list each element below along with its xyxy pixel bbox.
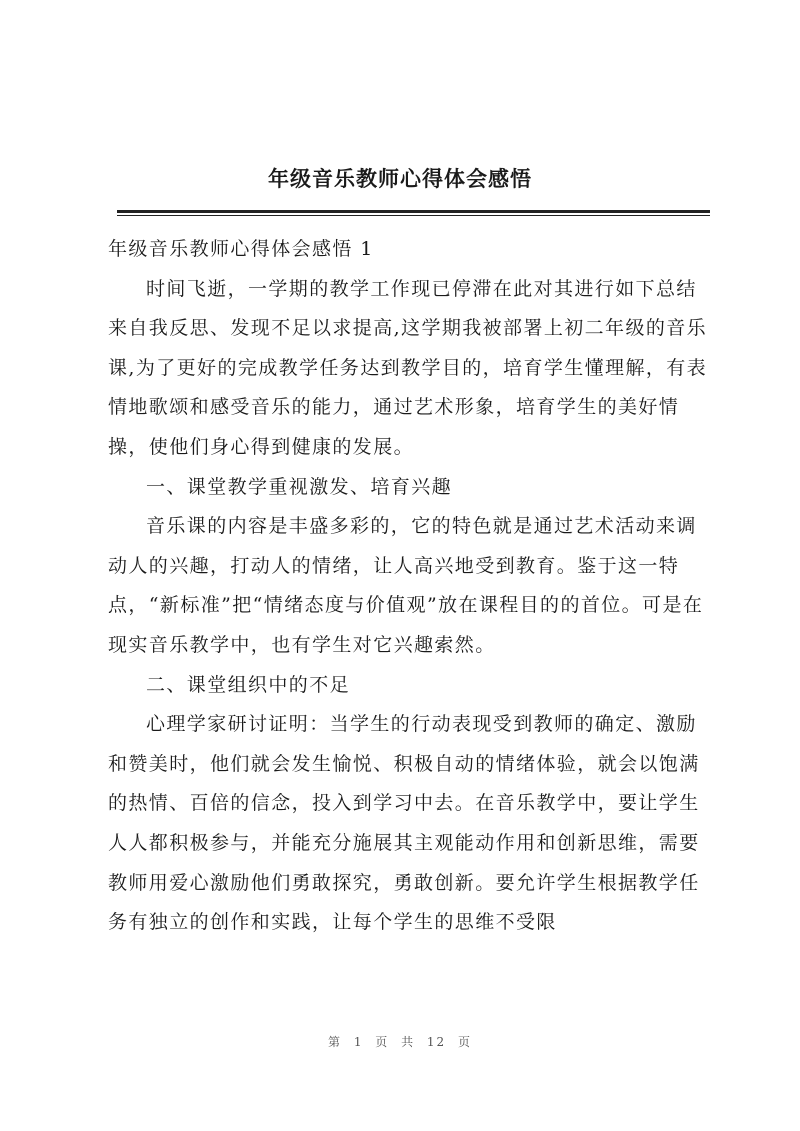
page-number-footer: 第 1 页 共 12 页 — [328, 1035, 472, 1049]
document-body — [108, 230, 710, 943]
subheading-organization: 二、课堂组织中的不足 — [146, 673, 351, 696]
subheading-interest: 一、课堂教学重视激发、培育兴趣 — [146, 475, 453, 498]
paragraph-interest: 音乐课的内容是丰盛多彩的，它的特色就是通过艺术活动来调动人的兴趣，打动人的情绪，让人高兴地受到教育。鉴于这一特点，“新标准”把“情绪态度与价值观”放在课程目的的首位。可是在现实音乐教学中，也有学生对它兴趣索然。 — [108, 515, 704, 656]
paragraph-organization: 心理学家研讨证明：当学生的行动表现受到教师的确定、激励和赞美时，他们就会发生愉悦、积极自动的情绪体验，就会以饱满的热情、百倍的信念，投入到学习中去。在音乐教学中，要让学生人人都积极参与，并能充分施展其主观能动作用和创新思维，需要教师用爱心激励他们勇敢探究，勇敢创新。要允许学生根据教学任务有独立的创作和实践，让每个学生的思维不受限 — [108, 713, 700, 934]
section-heading: 年级音乐教师心得体会感悟 1 — [108, 238, 374, 260]
title-divider-thick — [117, 210, 710, 213]
paragraph-intro: 时间飞逝，一学期的教学工作现已停滞在此对其进行如下总结来自我反思、发现不足以求提高,这学期我被部署上初二年级的音乐课,为了更好的完成教学任务达到教学目的，培育学生懂理解，有表情地歌颂和感受音乐的能力，通过艺术形象，培育学生的美好情操，使他们身心得到健康的发展。 — [108, 277, 708, 458]
title-divider-thin — [117, 215, 710, 216]
document-title: 年级音乐教师心得体会感悟 — [268, 167, 532, 191]
